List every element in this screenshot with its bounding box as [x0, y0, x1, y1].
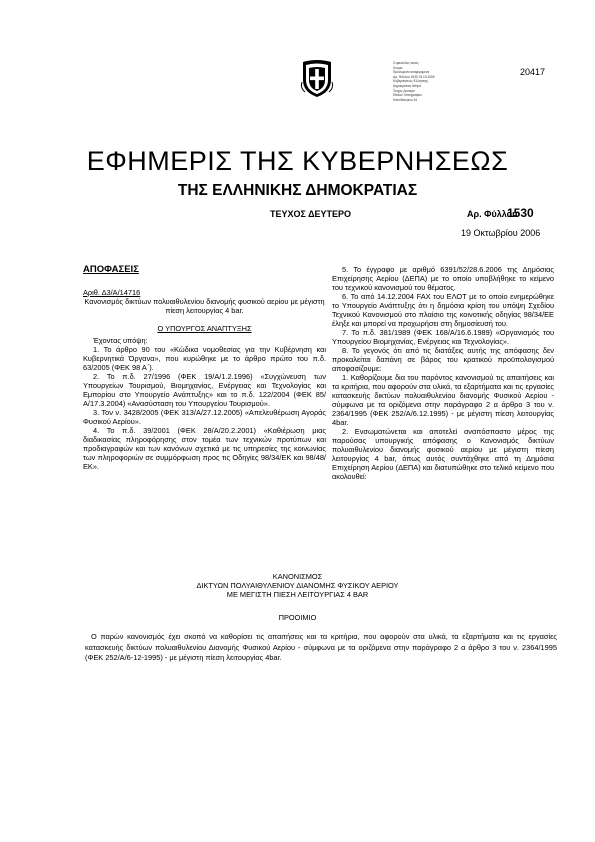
sheet-label: Αρ. Φύλλου [467, 209, 518, 219]
decision-title: Κανονισμός δικτύων πολυαιθυλενίου διανομής φυσικού αερίου με μέγιστη πίεση λειτουργίας 4 bar. [84, 297, 325, 315]
side-note: Αρ. Φύλλου 1530 19.10.2006 [393, 74, 435, 79]
left-column [83, 265, 326, 471]
side-note: Προσωρινα αναφερομενα [393, 70, 430, 75]
paragraph: 1. Καθορίζουμε δια του παρόντος κανονισμού τις απαιτήσεις και τα κριτήρια, που αφορούν στα υλικά, τα εξαρτήματα και τις εργασίες κατασκευής δικτύων πολυαιθυλενίου διανομής Φυσικού Αερίου - σύμφωνα με τα οριζόμενα στην παράγραφο 2 α άρθρο 3 του ν. 2364/1995 (ΦΕΚ 252/Α/6.12.1995) - με μέγιστη πίεση λειτουργίας 4bar. [332, 373, 554, 427]
gazette-masthead: ΕΦΗΜΕΡΙΣ ΤΗΣ ΚΥΒΕΡΝΗΣΕΩΣ [86, 146, 509, 176]
side-note: Δημοκρατιας Αθηνα [393, 83, 421, 88]
regulation-title [0, 572, 595, 599]
page-number: 20417 [520, 67, 546, 77]
side-note: Τευχος Δευτερο [393, 88, 415, 93]
paragraph: 7. Το π.δ. 381/1989 (ΦΕΚ 168/Α/16.6.1989) «Οργανισμός του Υπουργείου Βιομηχανίας, Ενέργειας και Τεχνολογίας». [332, 328, 554, 346]
issuing-authority: Ο ΥΠΟΥΡΓΟΣ ΑΝΑΠΤΥΞΗΣ [157, 324, 252, 333]
paragraph: 5. Το έγγραφο με αριθμό 6391/52/28.6.2006 της Δημόσιας Επιχείρησης Αερίου (ΔΕΠΑ) με το οποίο υποβλήθηκε το κείμενο του τεχνικού κανονισμού του θέματος. [332, 265, 554, 292]
regulation-title-line: ΚΑΝΟΝΙΣΜΟΣ [272, 572, 323, 581]
having-regard: Έχοντας υπόψη: [93, 336, 148, 345]
publication-side-notes [393, 61, 483, 102]
regulation-title-line: ΜΕ ΜΕΓΙΣΤΗ ΠΙΕΣΗ ΛΕΙΤΟΥΡΓΙΑΣ 4 BAR [226, 590, 369, 599]
side-note: Εθνικο Τυπογραφειο [393, 93, 422, 98]
paragraph: 3. Τον ν. 3428/2005 (ΦΕΚ 313/Α/27.12.2005) «Απελευθέρωση Αγοράς Φυσικού Αερίου». [83, 408, 326, 426]
section-heading: ΑΠΟΦΑΣΕΙΣ [83, 264, 139, 275]
paragraph: 2. Το π.δ. 27/1996 (ΦΕΚ 19/Α/1.2.1996) «Συγχώνευση των Υπουργείων Τουρισμού, Βιομηχανίας, Ενέργειας και Τεχνολογίας και Εμπορίου στο Υπουργείο Ανάπτυξης» και το π.δ. 122/2004 (ΦΕΚ 85/Α/17.3.2004) «Ανασύσταση του Υπουργείου Τουρισμού». [83, 372, 326, 408]
issue-label: ΤΕΥΧΟΣ ΔΕΥΤΕΡΟ [270, 209, 352, 219]
paragraph: 6. Το από 14.12.2004 FAX του ΕΛΟΤ με το οποίο ενημερώθηκε το Υπουργείο Ανάπτυξης ότι η δημόσια κρίση του υπόψη Σχεδίου Τεχνικού Κανονισμού στο πλαίσιο της κοινοτικής οδηγίας 98/34/ΕΕ έληξε και μπορεί να προχωρήσει στη δημοσίευσή του. [332, 292, 554, 328]
coat-of-arms-icon [300, 58, 334, 98]
sheet-number: 1530 [507, 206, 534, 220]
side-note: Κυβερνησεως Ελληνικης [393, 79, 428, 84]
paragraph: 8. Το γεγονός ότι από τις διατάξεις αυτής της απόφασης δεν προκαλείται δαπάνη σε βάρος του κρατικού προϋπολογισμού αποφασίζουμε: [332, 346, 554, 373]
side-note: Λουμα [393, 65, 403, 70]
paragraph: 4. Το π.δ. 39/2001 (ΦΕΚ 28/Α/20.2.2001) «Καθιέρωση μιας διαδικασίας πληροφόρησης στον τομέα των τεχνικών προτύπων και προδιαγραφών και των κανόνων σχετικά με τις υπηρεσίες της κοινωνίας των πληροφοριών σε συμμόρφωση προς τις Οδηγίες 98/34/ΕΚ και 98/48/ΕΚ». [83, 426, 326, 471]
side-note: Καποδιστριου 34 [393, 97, 418, 102]
right-column [332, 265, 554, 481]
preamble-text: Ο παρών κανονισμός έχει σκοπό να καθορίσει τις απαιτήσεις και τα κριτήρια, που αφορούν στα υλικά, τα εξαρτήματα και τις εργασίες κατασκευής δικτύων πολυαιθυλενίου Διανομής Φυσικού Αερίου - σύμφωνα με τα οριζόμενα στην παράγραφο 2 α άρθρο 3 του ν. 2364/1995 (ΦΕΚ 252/Α/6-12-1995) - με μέγιστη πίεση λειτουργίας 4bar. [85, 632, 557, 662]
paragraph: 2. Ενσωματώνεται και αποτελεί αναπόσπαστο μέρος της παρούσας υπουργικής απόφασης ο Κανονισμός δικτύων πολυαιθυλενίου διανομής φυσικού αερίου με μέγιστη πίεση λειτουργίας 4 bar, όπως αυτός συντάχθηκε από τη Δημόσια Επιχείρηση Αερίου (ΔΕΠΑ) και διατυπώθηκε στο τελικό κείμενο που ακολουθεί: [332, 427, 554, 481]
issue-date: 19 Οκτωβρίου 2006 [461, 228, 541, 238]
regulation-title-line: ΔΙΚΤΥΩΝ ΠΟΛΥΑΙΘΥΛΕΝΙΟΥ ΔΙΑΝΟΜΗΣ ΦΥΣΙΚΟΥ ΑΕΡΙΟΥ [196, 581, 399, 590]
decision-number: Αριθ. Δ3/Α/14716 [83, 288, 141, 297]
gazette-subtitle: ΤΗΣ ΕΛΛΗΝΙΚΗΣ ΔΗΜΟΚΡΑΤΙΑΣ [177, 182, 418, 199]
paragraph: 1. Το άρθρο 90 του «Κώδικα νομοθεσίας για την Κυβέρνηση και Κυβερνητικά Όργανα», που κυρώθηκε με το άρθρο πρώτο του π.δ. 63/2005 (ΦΕΚ 98 Α΄). [83, 345, 326, 372]
side-note: Ο φακελλος αυτος [393, 61, 419, 65]
preamble-heading: ΠΡΟΟΙΜΙΟ [278, 613, 317, 622]
